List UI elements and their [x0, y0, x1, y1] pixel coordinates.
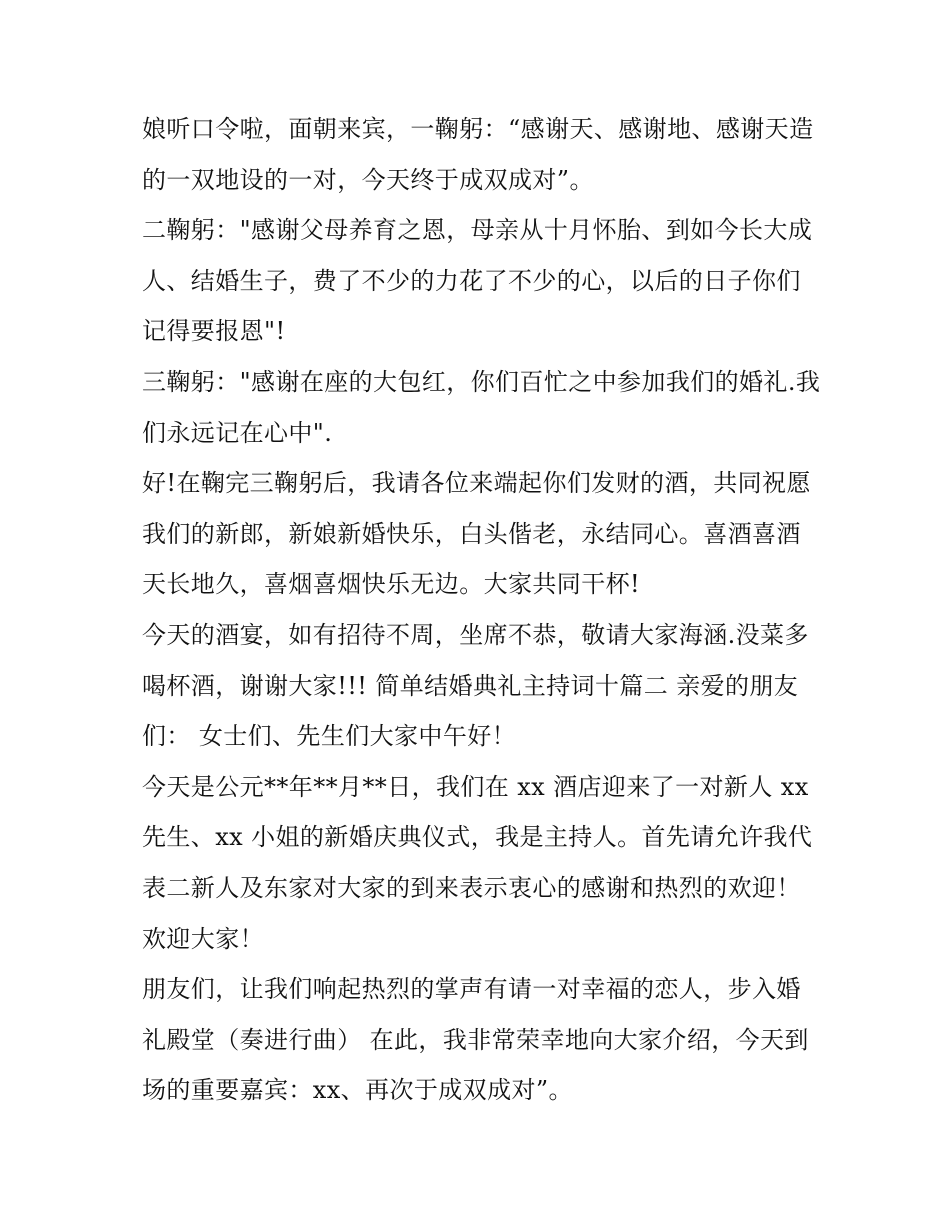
paragraph-entrance: 朋友们，让我们响起热烈的掌声有请一对幸福的恋人，步入婚礼殿堂（奏进行曲） 在此，我非常荣幸地向大家介绍，今天到场的重要嘉宾：xx、再次于成双成对”。	[142, 975, 809, 1105]
paragraph-bow-three: 三鞠躬："感谢在座的大包红，你们百忙之中参加我们的婚礼.我们永远记在心中".	[142, 367, 821, 447]
paragraph-banquet: 今天的酒宴，如有招待不周，坐席不恭，敬请大家海涵.没菜多喝杯酒，谢谢大家!!! 简单结婚典礼主持词十篇二 亲爱的朋友们： 女士们、先生们大家中午好！	[142, 620, 809, 751]
paragraph-toast: 好!在鞠完三鞠躬后，我请各位来端起你们发财的酒，共同祝愿我们的新郎，新娘新婚快乐，白头偕老，永结同心。喜酒喜酒天长地久，喜烟喜烟快乐无边。大家共同干杯!	[142, 469, 811, 599]
document-body	[142, 104, 822, 1116]
paragraph-ceremony-intro: 今天是公元**年**月**日，我们在 xx 酒店迎来了一对新人 xx 先生、xx 小姐的新婚庆典仪式，我是主持人。首先请允许我代表二新人及东家对大家的到来表示衷心的感谢和热烈的欢迎！欢迎大家！	[142, 772, 817, 953]
paragraph-bow-one: 娘听口令啦，面朝来宾，一鞠躬：“感谢天、感谢地、感谢天造的一双地设的一对，今天终于成双成对”。	[142, 115, 814, 194]
paragraph-bow-two: 二鞠躬："感谢父母养育之恩，母亲从十月怀胎、到如今长大成人、结婚生子，费了不少的力花了不少的心，以后的日子你们记得要报恩"!	[142, 216, 813, 346]
